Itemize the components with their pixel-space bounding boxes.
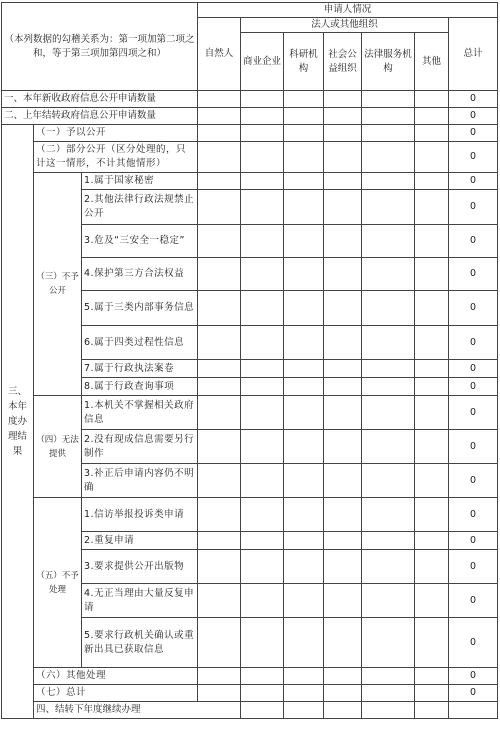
row-total: 0 bbox=[449, 550, 498, 584]
data-cell bbox=[324, 360, 362, 378]
data-cell bbox=[362, 584, 415, 618]
data-cell bbox=[198, 258, 241, 291]
data-cell bbox=[324, 668, 362, 685]
row-total: 0 bbox=[449, 498, 498, 532]
data-cell bbox=[324, 464, 362, 498]
data-cell bbox=[362, 430, 415, 464]
data-cell bbox=[284, 291, 324, 326]
data-cell bbox=[324, 258, 362, 291]
data-cell bbox=[362, 108, 415, 125]
data-cell bbox=[362, 532, 415, 550]
data-cell bbox=[284, 532, 324, 550]
table-row bbox=[2, 702, 498, 719]
data-cell bbox=[284, 685, 324, 702]
total-header: 总计 bbox=[449, 18, 498, 91]
data-cell bbox=[362, 173, 415, 190]
row-label: 1.属于国家秘密 bbox=[82, 173, 198, 190]
data-cell bbox=[198, 464, 241, 498]
row-label: 5.要求行政机关确认或重新出具已获取信息 bbox=[82, 618, 198, 668]
row-total: 0 bbox=[449, 584, 498, 618]
data-cell bbox=[284, 584, 324, 618]
data-cell bbox=[362, 225, 415, 258]
data-cell bbox=[198, 378, 241, 396]
data-cell bbox=[324, 396, 362, 430]
data-cell bbox=[284, 464, 324, 498]
data-cell bbox=[198, 498, 241, 532]
data-cell bbox=[284, 142, 324, 173]
data-cell bbox=[362, 396, 415, 430]
data-cell bbox=[198, 618, 241, 668]
data-cell bbox=[241, 125, 284, 142]
legal-service-header: 法律服务机构 bbox=[362, 33, 415, 91]
data-cell bbox=[241, 464, 284, 498]
data-cell bbox=[241, 91, 284, 108]
row-total: 0 bbox=[449, 685, 498, 702]
data-cell bbox=[284, 108, 324, 125]
data-cell bbox=[362, 550, 415, 584]
data-cell bbox=[324, 430, 362, 464]
data-cell bbox=[241, 498, 284, 532]
row-total: 0 bbox=[449, 91, 498, 108]
row-total: 0 bbox=[449, 225, 498, 258]
row-label: 2.重复申请 bbox=[82, 532, 198, 550]
commercial-header: 商业企业 bbox=[241, 33, 284, 91]
table-row bbox=[2, 396, 498, 430]
social-welfare-header: 社会公益组织 bbox=[324, 33, 362, 91]
data-cell bbox=[198, 108, 241, 125]
row-label: 一、本年新收政府信息公开申请数量 bbox=[2, 91, 198, 108]
data-cell bbox=[362, 125, 415, 142]
table-row bbox=[2, 498, 498, 532]
data-cell bbox=[198, 225, 241, 258]
data-cell bbox=[362, 668, 415, 685]
data-cell bbox=[324, 584, 362, 618]
data-cell bbox=[362, 258, 415, 291]
data-cell bbox=[241, 291, 284, 326]
data-cell bbox=[324, 378, 362, 396]
data-cell bbox=[415, 618, 449, 668]
data-cell bbox=[284, 173, 324, 190]
table-row bbox=[2, 142, 498, 173]
subgroup-label: （五）不予处理 bbox=[34, 498, 82, 668]
data-cell bbox=[284, 618, 324, 668]
data-cell bbox=[415, 464, 449, 498]
row-label: 3.危及“三安全一稳定” bbox=[82, 225, 198, 258]
row-total: 0 bbox=[449, 326, 498, 360]
data-cell bbox=[198, 291, 241, 326]
data-cell bbox=[284, 91, 324, 108]
data-cell bbox=[241, 532, 284, 550]
table-row bbox=[2, 685, 498, 702]
data-cell bbox=[415, 498, 449, 532]
data-cell bbox=[324, 91, 362, 108]
data-cell bbox=[362, 190, 415, 225]
data-cell bbox=[415, 360, 449, 378]
data-cell bbox=[324, 498, 362, 532]
data-cell bbox=[198, 685, 241, 702]
row-total: 0 bbox=[449, 618, 498, 668]
data-cell bbox=[241, 702, 284, 719]
data-cell bbox=[241, 550, 284, 584]
data-cell bbox=[415, 225, 449, 258]
data-cell bbox=[324, 173, 362, 190]
data-cell bbox=[198, 532, 241, 550]
data-cell bbox=[415, 584, 449, 618]
row-label: 四、结转下年度继续办理 bbox=[34, 702, 241, 719]
data-cell bbox=[284, 258, 324, 291]
table-row bbox=[2, 108, 498, 125]
data-cell bbox=[415, 258, 449, 291]
row-total: 0 bbox=[449, 378, 498, 396]
row-label: 4.保护第三方合法权益 bbox=[82, 258, 198, 291]
data-cell bbox=[415, 91, 449, 108]
data-cell bbox=[198, 668, 241, 685]
data-cell bbox=[284, 326, 324, 360]
data-cell bbox=[415, 125, 449, 142]
data-cell bbox=[198, 326, 241, 360]
data-cell bbox=[241, 430, 284, 464]
natural-person-header: 自然人 bbox=[198, 18, 241, 91]
data-cell bbox=[198, 125, 241, 142]
data-cell bbox=[415, 173, 449, 190]
row-total: 0 bbox=[449, 291, 498, 326]
row-label: 3.补正后申请内容仍不明确 bbox=[82, 464, 198, 498]
data-cell bbox=[415, 326, 449, 360]
data-cell bbox=[198, 142, 241, 173]
row-total: 0 bbox=[449, 668, 498, 685]
row-label: （七）总计 bbox=[34, 685, 198, 702]
data-cell bbox=[449, 702, 498, 719]
other-header: 其他 bbox=[415, 33, 449, 91]
table-row bbox=[2, 668, 498, 685]
data-cell bbox=[198, 190, 241, 225]
data-cell bbox=[284, 668, 324, 685]
row-label: 1.本机关不掌握相关政府信息 bbox=[82, 396, 198, 430]
data-cell bbox=[284, 396, 324, 430]
data-cell bbox=[241, 618, 284, 668]
row-label: 2.其他法律行政法规禁止公开 bbox=[82, 190, 198, 225]
data-cell bbox=[324, 685, 362, 702]
data-cell bbox=[362, 464, 415, 498]
data-cell bbox=[324, 108, 362, 125]
research-header: 科研机构 bbox=[284, 33, 324, 91]
data-cell bbox=[324, 326, 362, 360]
data-cell bbox=[324, 618, 362, 668]
data-cell bbox=[241, 108, 284, 125]
row-label: （二）部分公开（区分处理的，只计这一情形，不计其他情形） bbox=[34, 142, 198, 173]
data-cell bbox=[415, 668, 449, 685]
data-cell bbox=[284, 225, 324, 258]
row-label: 二、上年结转政府信息公开申请数量 bbox=[2, 108, 198, 125]
data-cell bbox=[198, 360, 241, 378]
data-cell bbox=[241, 668, 284, 685]
data-cell bbox=[362, 291, 415, 326]
data-cell bbox=[241, 360, 284, 378]
row-label: 7.属于行政执法案卷 bbox=[82, 360, 198, 378]
data-cell bbox=[362, 360, 415, 378]
data-cell bbox=[241, 396, 284, 430]
data-cell bbox=[324, 291, 362, 326]
row-total: 0 bbox=[449, 430, 498, 464]
data-cell bbox=[284, 550, 324, 584]
data-cell bbox=[415, 532, 449, 550]
data-cell bbox=[415, 685, 449, 702]
data-cell bbox=[241, 190, 284, 225]
data-cell bbox=[324, 550, 362, 584]
legal-or-other-header: 法人或其他组织 bbox=[241, 18, 449, 33]
data-cell bbox=[324, 190, 362, 225]
row-label: 1.信访举报投诉类申请 bbox=[82, 498, 198, 532]
data-cell bbox=[415, 108, 449, 125]
data-cell bbox=[324, 225, 362, 258]
table-row bbox=[2, 173, 498, 190]
row-label: （一）予以公开 bbox=[34, 125, 198, 142]
row-total: 0 bbox=[449, 173, 498, 190]
data-cell bbox=[241, 378, 284, 396]
row-label: 5.属于三类内部事务信息 bbox=[82, 291, 198, 326]
row-label: （六）其他处理 bbox=[34, 668, 198, 685]
data-cell bbox=[198, 396, 241, 430]
data-cell bbox=[241, 685, 284, 702]
data-cell bbox=[324, 702, 362, 719]
data-cell bbox=[241, 584, 284, 618]
data-cell bbox=[241, 142, 284, 173]
subgroup-label: （四）无法提供 bbox=[34, 396, 82, 498]
data-cell bbox=[198, 173, 241, 190]
data-cell bbox=[241, 225, 284, 258]
data-cell bbox=[241, 326, 284, 360]
row-total: 0 bbox=[449, 125, 498, 142]
table-row bbox=[2, 125, 498, 142]
data-cell bbox=[362, 326, 415, 360]
data-cell bbox=[284, 430, 324, 464]
row-total: 0 bbox=[449, 532, 498, 550]
data-cell bbox=[284, 498, 324, 532]
row-label: 3.要求提供公开出版物 bbox=[82, 550, 198, 584]
table-note: （本列数据的勾稽关系为：第一项加第二项之和，等于第三项加第四项之和） bbox=[2, 3, 198, 91]
data-cell bbox=[415, 702, 449, 719]
row-label: 4.无正当理由大量反复申请 bbox=[82, 584, 198, 618]
data-cell bbox=[198, 91, 241, 108]
data-cell bbox=[241, 173, 284, 190]
data-cell bbox=[284, 360, 324, 378]
row-label: 8.属于行政查询事项 bbox=[82, 378, 198, 396]
row-total: 0 bbox=[449, 258, 498, 291]
data-cell bbox=[415, 430, 449, 464]
row-total: 0 bbox=[449, 360, 498, 378]
data-cell bbox=[415, 291, 449, 326]
data-cell bbox=[241, 258, 284, 291]
row-total: 0 bbox=[449, 108, 498, 125]
data-cell bbox=[362, 91, 415, 108]
data-cell bbox=[415, 378, 449, 396]
info-disclosure-statistics-table bbox=[1, 2, 498, 719]
data-cell bbox=[284, 190, 324, 225]
row-total: 0 bbox=[449, 142, 498, 173]
data-cell bbox=[362, 702, 415, 719]
data-cell bbox=[415, 142, 449, 173]
data-cell bbox=[198, 584, 241, 618]
subgroup-label: （三）不予公开 bbox=[34, 173, 82, 396]
table-row bbox=[2, 91, 498, 108]
data-cell bbox=[284, 702, 324, 719]
row-total: 0 bbox=[449, 396, 498, 430]
data-cell bbox=[362, 685, 415, 702]
data-cell bbox=[362, 378, 415, 396]
data-cell bbox=[324, 532, 362, 550]
data-cell bbox=[362, 618, 415, 668]
applicant-info-header: 申请人情况 bbox=[198, 3, 498, 18]
data-cell bbox=[324, 142, 362, 173]
data-cell bbox=[415, 396, 449, 430]
data-cell bbox=[415, 190, 449, 225]
row-total: 0 bbox=[449, 190, 498, 225]
data-cell bbox=[284, 378, 324, 396]
data-cell bbox=[324, 125, 362, 142]
data-cell bbox=[284, 125, 324, 142]
data-cell bbox=[362, 498, 415, 532]
row-label: 6.属于四类过程性信息 bbox=[82, 326, 198, 360]
data-cell bbox=[415, 550, 449, 584]
data-cell bbox=[198, 550, 241, 584]
data-cell bbox=[362, 142, 415, 173]
row-label: 2.没有现成信息需要另行制作 bbox=[82, 430, 198, 464]
row-total: 0 bbox=[449, 464, 498, 498]
section-3-label: 三、本年度办理结果 bbox=[2, 125, 34, 719]
data-cell bbox=[198, 430, 241, 464]
